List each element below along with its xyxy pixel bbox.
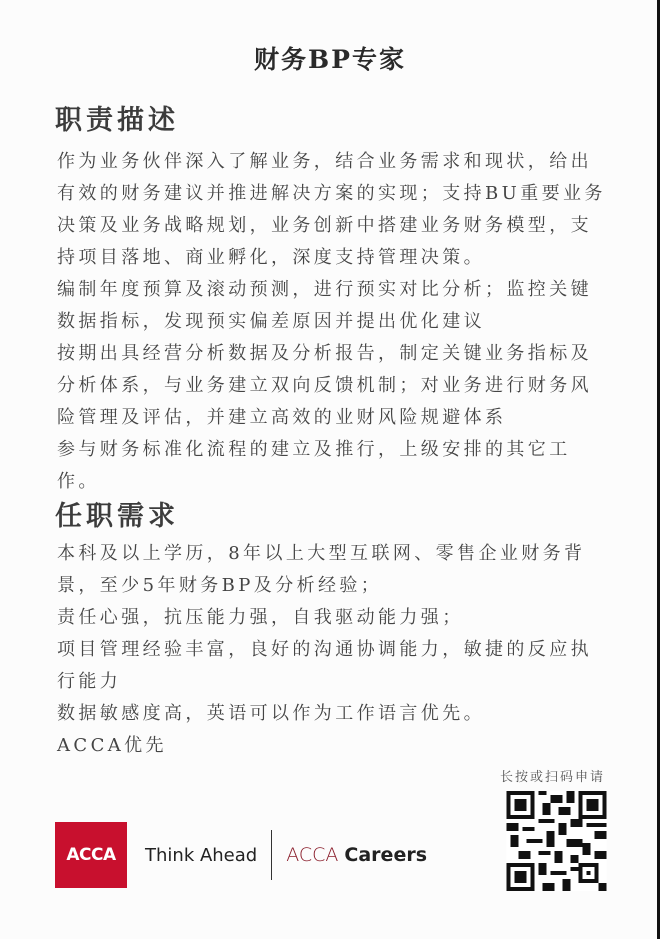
text-line: 数据敏感度高，英语可以作为工作语言优先。	[57, 703, 485, 724]
text-line: 按期出具经营分析数据及分析报告，制定关键业务指标及	[57, 343, 592, 364]
careers-word: Careers	[344, 844, 428, 866]
qr-code-icon[interactable]	[503, 791, 610, 891]
requirements-text	[57, 538, 597, 762]
text-line: 编制年度预算及滚动预测，进行预实对比分析；监控关键	[57, 279, 592, 300]
acca-logo: ACCA	[55, 822, 127, 888]
page-title: 财务BP专家	[254, 45, 406, 74]
text-line: 本科及以上学历，8年以上大型互联网、零售企业财务背	[57, 543, 586, 564]
text-line: 持项目落地、商业孵化，深度支持管理决策。	[57, 247, 485, 268]
tagline: Think Ahead	[145, 844, 258, 866]
footer-branding	[55, 822, 427, 888]
qr-caption: 长按或扫码申请	[500, 770, 606, 785]
text-line: 作为业务伙伴深入了解业务，结合业务需求和现状，给出	[57, 151, 592, 172]
text-line: 作。	[57, 471, 100, 492]
text-line: 险管理及评估，并建立高效的业财风险规避体系	[57, 407, 507, 428]
text-line: 数据指标，发现预实偏差原因并提出优化建议	[57, 311, 485, 332]
text-line: 参与财务标准化流程的建立及推行，上级安排的其它工	[57, 439, 571, 460]
text-line: ACCA优先	[57, 735, 167, 756]
text-line: 行能力	[57, 671, 122, 692]
text-line: 分析体系，与业务建立双向反馈机制；对业务进行财务风	[57, 375, 592, 396]
text-line: 决策及业务战略规划，业务创新中搭建业务财务模型，支	[57, 215, 592, 236]
careers-brand: ACCA	[286, 844, 339, 866]
responsibilities-text	[57, 146, 606, 498]
text-line: 有效的财务建议并推进解决方案的实现；支持BU重要业务	[57, 183, 606, 204]
section-heading-responsibilities: 职责描述	[55, 105, 179, 136]
text-line: 责任心强，抗压能力强，自我驱动能力强；	[57, 607, 464, 628]
text-line: 项目管理经验丰富，良好的沟通协调能力，敏捷的反应执	[57, 639, 592, 660]
section-heading-requirements: 任职需求	[55, 501, 179, 532]
text-line: 景，至少5年财务BP及分析经验；	[57, 575, 383, 596]
divider	[271, 830, 272, 880]
